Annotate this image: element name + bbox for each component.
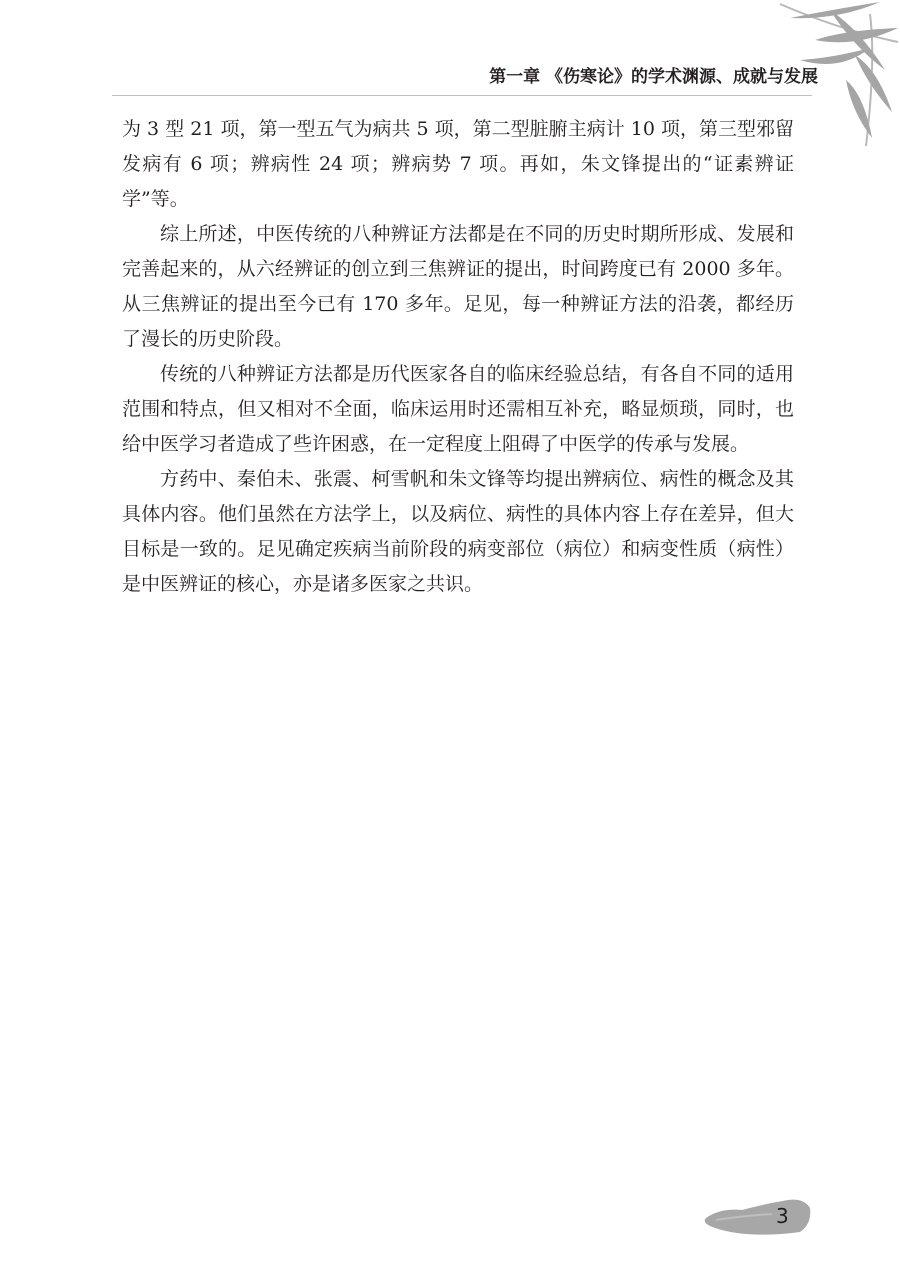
body-paragraph: 方药中、秦伯未、张震、柯雪帆和朱文锋等均提出辨病位、病性的概念及其具体内容。他们虽然在方法学上，以及病位、病性的具体内容上存在差异，但大目标是一致的。足见确定疾病当前阶段的病变部位（病位）和病变性质（病性）是中医辨证的核心，亦是诸多医家之共识。 xyxy=(122,468,794,595)
page-number: 3 xyxy=(776,1204,789,1228)
body-paragraph: 传统的八种辨证方法都是历代医家各自的临床经验总结，有各自不同的适用范围和特点，但又相对不全面，临床运用时还需相互补充，略显烦琐，同时，也给中医学习者造成了些许困惑，在一定程度上阻碍了中医学的传承与发展。 xyxy=(122,363,794,455)
body-paragraph: 综上所述，中医传统的八种辨证方法都是在不同的历史时期所形成、发展和完善起来的，从六经辨证的创立到三焦辨证的提出，时间跨度已有 2000 多年。从三焦辨证的提出至今已有 170 多年。足见，每一种辨证方法的沿袭，都经历了漫长的历史阶段。 xyxy=(122,223,794,350)
header-divider xyxy=(112,95,812,96)
body-text xyxy=(122,112,794,602)
chapter-header-title: 第一章 《伤寒论》的学术渊源、成就与发展 xyxy=(489,67,818,87)
body-paragraph: 为 3 型 21 项，第一型五气为病共 5 项，第二型脏腑主病计 10 项，第三型邪留发病有 6 项；辨病性 24 项；辨病势 7 项。再如，朱文锋提出的“证素辨证学”等。 xyxy=(122,118,794,210)
ink-brush-stroke-icon xyxy=(702,1194,812,1240)
